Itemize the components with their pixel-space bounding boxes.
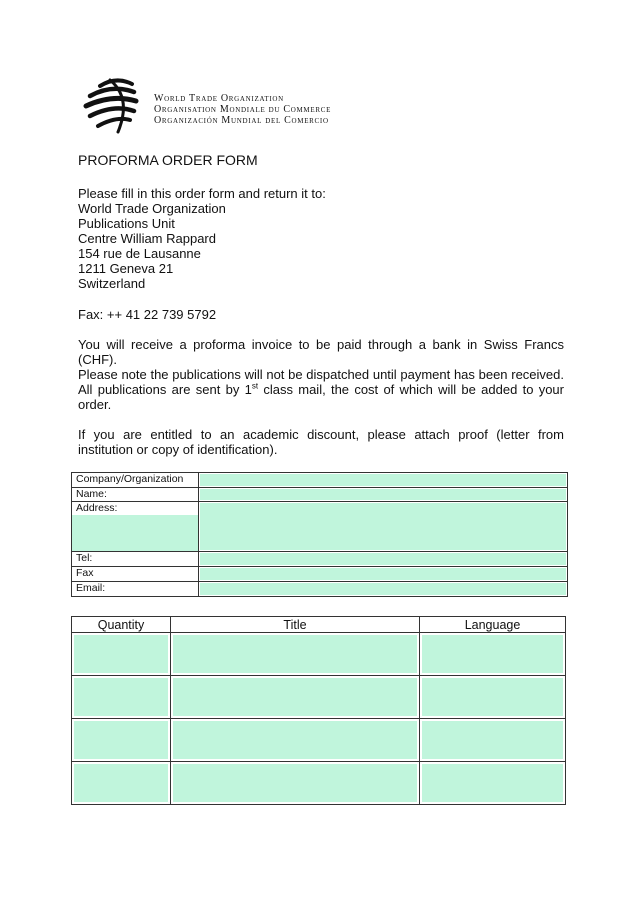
ordinal-suffix: st xyxy=(251,381,259,391)
discount-paragraph: If you are entitled to an academic discount, please attach proof (letter from institution or copy of identification). xyxy=(78,427,564,457)
address-label: Address: xyxy=(76,502,118,514)
return-address xyxy=(78,186,326,291)
name-field[interactable] xyxy=(199,488,568,502)
email-label: Email: xyxy=(72,582,199,597)
quantity-cell[interactable] xyxy=(72,719,171,762)
name-label: Name: xyxy=(72,488,199,502)
company-label: Company/Organization xyxy=(72,473,199,488)
title-cell[interactable] xyxy=(171,719,420,762)
org-name-spanish: Organización Mundial del Comercio xyxy=(154,115,329,126)
fax-field[interactable] xyxy=(199,567,568,582)
form-title: PROFORMA ORDER FORM xyxy=(78,152,258,168)
language-cell[interactable] xyxy=(420,762,566,805)
title-header: Title xyxy=(171,617,420,633)
address-line: World Trade Organization xyxy=(78,201,226,216)
wto-logo xyxy=(82,76,352,138)
fax-number: Fax: ++ 41 22 739 5792 xyxy=(78,307,217,322)
contact-table xyxy=(71,472,568,597)
title-cell[interactable] xyxy=(171,676,420,719)
title-cell[interactable] xyxy=(171,633,420,676)
language-cell[interactable] xyxy=(420,633,566,676)
quantity-cell[interactable] xyxy=(72,762,171,805)
address-line: Switzerland xyxy=(78,276,146,291)
fax-label: Fax xyxy=(72,567,199,582)
title-cell[interactable] xyxy=(171,762,420,805)
order-row xyxy=(72,676,566,719)
tel-field[interactable] xyxy=(199,552,568,567)
address-field[interactable] xyxy=(199,502,568,552)
tel-label: Tel: xyxy=(72,552,199,567)
wto-logo-icon xyxy=(82,78,144,136)
order-row xyxy=(72,762,566,805)
quantity-header: Quantity xyxy=(72,617,171,633)
dispatch-text-end: class mail, the cost of which will be added to your order. xyxy=(78,382,564,412)
language-cell[interactable] xyxy=(420,719,566,762)
address-intro: Please fill in this order form and return it to: xyxy=(78,186,326,201)
org-name-french: Organisation Mondiale du Commerce xyxy=(154,104,332,115)
order-row xyxy=(72,719,566,762)
email-field[interactable] xyxy=(199,582,568,597)
address-line: 154 rue de Lausanne xyxy=(78,246,201,261)
dispatch-text: Please note the publications will not be dispatched until payment has been received. All publications are sent by 1 xyxy=(78,367,564,397)
address-label-cell xyxy=(72,502,199,552)
company-field[interactable] xyxy=(199,473,568,488)
order-table xyxy=(71,616,566,805)
quantity-cell[interactable] xyxy=(72,676,171,719)
order-row xyxy=(72,633,566,676)
org-name-english: World Trade Organization xyxy=(154,93,284,104)
language-header: Language xyxy=(420,617,566,633)
address-line: 1211 Geneva 21 xyxy=(78,261,174,276)
address-line: Centre William Rappard xyxy=(78,231,216,246)
quantity-cell[interactable] xyxy=(72,633,171,676)
language-cell[interactable] xyxy=(420,676,566,719)
invoice-paragraph: You will receive a proforma invoice to be paid through a bank in Swiss Francs (CHF). xyxy=(78,337,564,367)
address-line: Publications Unit xyxy=(78,216,175,231)
address-label-fill xyxy=(72,515,198,551)
dispatch-paragraph xyxy=(78,367,564,412)
